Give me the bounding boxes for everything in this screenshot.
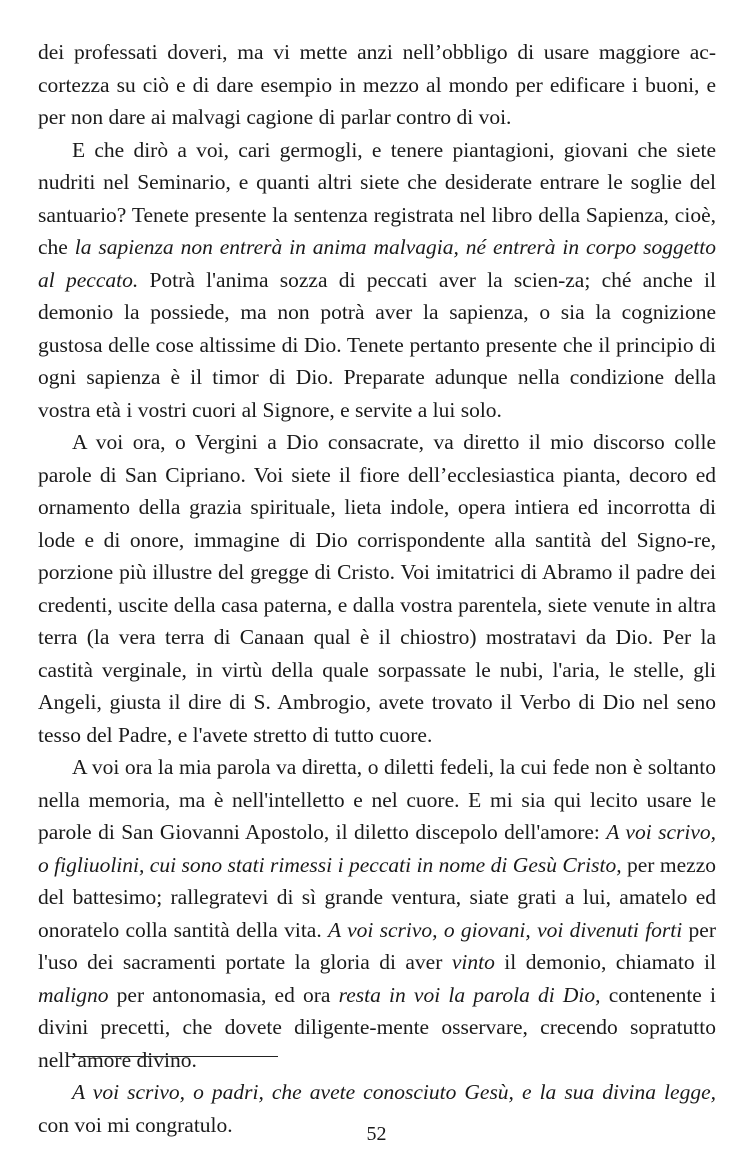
body-text: A voi ora la mia parola va diretta, o diletti fedeli, la cui fede non è soltanto nella memoria, ma è nell'intelletto e nel cuore. E mi sia qui lecito usare le parole di San Giovanni Apostolo, il diletto discepolo dell'amore: <box>38 755 716 844</box>
body-text: per antonomasia, ed ora <box>108 982 339 1007</box>
body-text: E che dirò a voi, cari germogli, e tenere piantagioni, giovani che siete nudriti nel Seminario, e quanti altri siete che desiderate entrare le soglie del santuario? Tenete presente la sentenza registrata nel libro della Sapienza, cioè, che <box>38 137 716 259</box>
italic-text: resta in voi la parola di Dio, <box>338 982 601 1007</box>
paragraph-4 <box>38 751 716 1076</box>
italic-text: vinto <box>451 950 495 974</box>
body-text: A voi ora, o Vergini a Dio consacrate, va diretto il mio discorso colle parole di San Cipriano. Voi siete il fiore dell’ecclesiastica pianta, decoro ed ornamento della grazia spirituale, lieta indole, opera intiera ed incorrotta di lode e di onore, immagine di Dio corrispondente alla santità del Signo-re, porzione più illustre del gregge di Cristo. Voi imitatrici di Abramo il padre dei credenti, uscite della casa paterna, e dalla vostra parentela, siete venute in altra terra (la vera terra di Canaan qual è il chiostro) mostratavi da Dio. Per la castità verginale, in virtù della quale sorpassate le nubi, l'aria, le stelle, gli Angeli, giusta il dire di S. Ambrogio, avete trovato il Verbo di Dio nel seno tesso del Padre, e l'avete stretto di tutto cuore. <box>38 430 716 747</box>
body-text: contenente i divini precetti, che dovete diligente-mente osservare, crecendo sopratutto nell’amore divino. <box>38 982 717 1072</box>
body-text: con voi mi congratulo. <box>38 1112 233 1137</box>
body-text: per mezzo del battesimo; rallegratevi di sì grande ventura, siate grati a lui, amatelo ed onoratelo colla santità della vita. <box>38 852 716 942</box>
paragraph-1 <box>38 36 716 134</box>
page-number: 52 <box>366 1123 387 1145</box>
italic-text: A voi scrivo, o figliuolini, cui sono stati rimessi i peccati in nome di Gesù Cristo, <box>38 820 716 877</box>
footnote-rule <box>68 1056 278 1057</box>
body-text: per l'uso dei sacramenti portate la gloria di aver <box>38 917 717 974</box>
body-text: Potrà l'anima sozza di peccati aver la scien-za; ché anche il demonio la possiede, ma non potrà aver la sapienza, o sia la cognizione gustosa delle cose altissime di Dio. Tenete pertanto presente che il principio di ogni sapienza è il timor di Dio. Preparate adunque nella condizione della vostra età i vostri cuori al Signore, e servite a lui solo. <box>38 267 716 422</box>
body-text: dei professati doveri, ma vi mette anzi nell’obbligo di usare maggiore ac-cortezza su ciò e di dare esempio in mezzo al mondo per edificare i buoni, e per non dare ai malvagi cagione di parlar contro di voi. <box>38 40 716 129</box>
italic-text: maligno <box>38 982 109 1007</box>
italic-text: A voi scrivo, o padri, che avete conosciuto Gesù, e la sua divina legge, <box>72 1080 716 1104</box>
page-body <box>38 36 716 1141</box>
italic-text: la sapienza non entrerà in anima malvagia, né entrerà in corpo soggetto al peccato. <box>38 235 716 292</box>
body-text: il demonio, chiamato il <box>494 950 716 974</box>
paragraph-2 <box>38 134 716 427</box>
paragraph-3 <box>38 426 716 751</box>
italic-text: A voi scrivo, o giovani, voi divenuti forti <box>328 917 683 942</box>
